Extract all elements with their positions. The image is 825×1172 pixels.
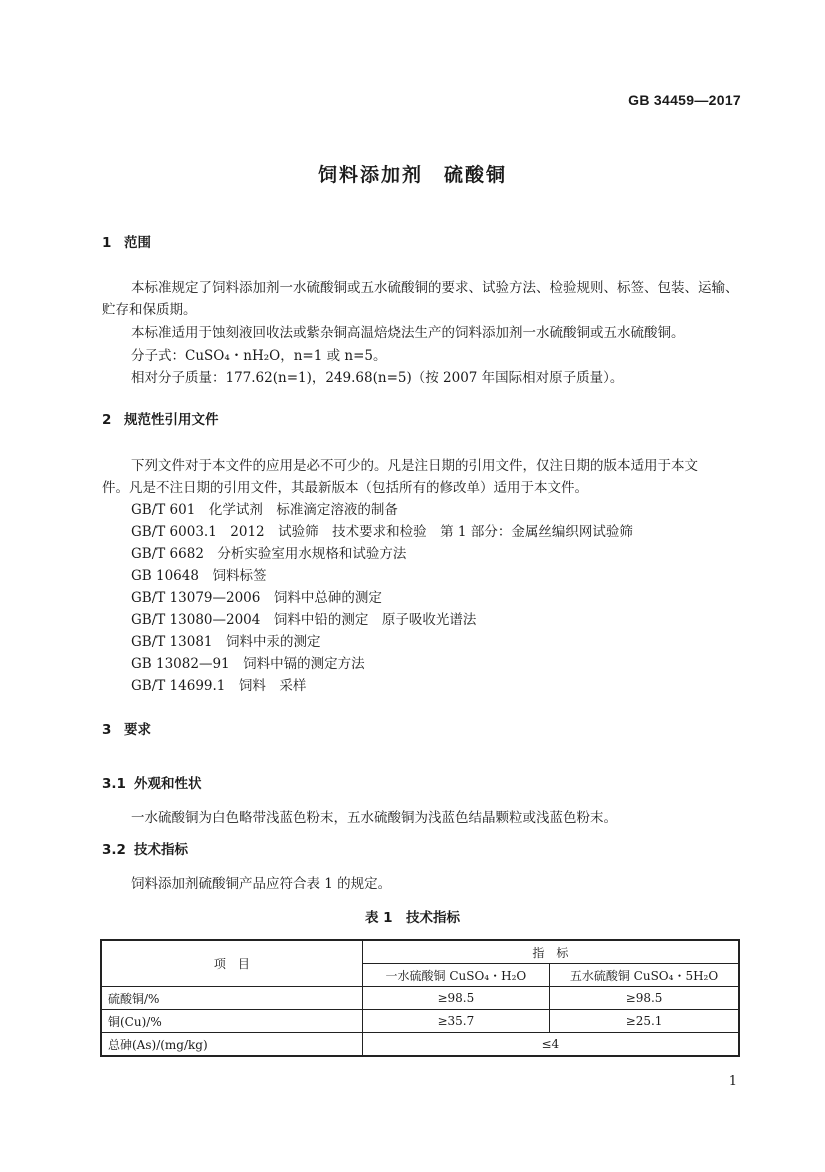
subsection-title: 技术指标: [134, 842, 188, 858]
header-item: 项 目: [101, 940, 362, 987]
paragraph: 件。凡是不注日期的引用文件，其最新版本（包括所有的修改单）适用于本文件。: [102, 480, 588, 496]
paragraph: 饲料添加剂硫酸铜产品应符合表 1 的规定。: [131, 876, 392, 892]
section-3-heading: [102, 718, 151, 738]
paragraph: 本标准适用于蚀刻液回收法或紫杂铜高温焙烧法生产的饲料添加剂一水硫酸铜或五水硫酸铜。: [131, 325, 685, 341]
reference-item: GB 13082—91 饲料中镉的测定方法: [131, 656, 365, 672]
table-row: [101, 1010, 739, 1033]
paragraph: 贮存和保质期。: [102, 302, 197, 318]
row-mono-value: ≥98.5: [362, 987, 549, 1010]
section-title: 范围: [124, 235, 151, 251]
section-title: 要求: [124, 722, 151, 738]
reference-item: GB/T 13079—2006 饲料中总砷的测定: [131, 590, 382, 606]
subsection-number: 3.1: [102, 776, 126, 792]
molecular-mass: 相对分子质量：177.62(n=1)，249.68(n=5)（按 2007 年国际相对原子质量）。: [131, 370, 624, 386]
molecular-formula: 分子式：CuSO₄・nH₂O，n=1 或 n=5。: [131, 348, 387, 364]
header-monohydrate: 一水硫酸铜 CuSO₄・H₂O: [362, 964, 549, 987]
reference-item: GB/T 6003.1 2012 试验筛 技术要求和检验 第 1 部分：金属丝编织网试验筛: [131, 524, 633, 540]
standard-number: GB 34459—2017: [628, 92, 741, 108]
section-number: 3: [102, 722, 112, 738]
header-index: 指 标: [362, 940, 739, 964]
section-title: 规范性引用文件: [124, 412, 219, 428]
spec-table: [100, 939, 740, 1057]
subsection-3-2-heading: [102, 838, 188, 858]
section-number: 1: [102, 235, 112, 251]
reference-item: GB/T 14699.1 饲料 采样: [131, 678, 307, 694]
table-row: [101, 987, 739, 1010]
reference-item: GB/T 13081 饲料中汞的测定: [131, 634, 321, 650]
subsection-3-1-heading: [102, 772, 202, 792]
page-number: 1: [728, 1074, 737, 1089]
reference-item: GB/T 6682 分析实验室用水规格和试验方法: [131, 546, 407, 562]
row-item: 硫酸铜/%: [101, 987, 362, 1010]
section-1-heading: [102, 231, 151, 251]
reference-item: GB/T 13080—2004 饲料中铅的测定 原子吸收光谱法: [131, 612, 477, 628]
subsection-number: 3.2: [102, 842, 126, 858]
document-title: 饲料添加剂 硫酸铜: [317, 164, 507, 186]
paragraph: 下列文件对于本文件的应用是必不可少的。凡是注日期的引用文件，仅注日期的版本适用于本文: [131, 458, 698, 474]
reference-item: GB/T 601 化学试剂 标准滴定溶液的制备: [131, 502, 398, 518]
table-caption: 表 1 技术指标: [364, 910, 461, 926]
table-header-row: [101, 940, 739, 964]
table-row: [101, 1033, 739, 1057]
row-item: 铜(Cu)/%: [101, 1010, 362, 1033]
header-pentahydrate: 五水硫酸铜 CuSO₄・5H₂O: [550, 964, 739, 987]
row-mono-value: ≥35.7: [362, 1010, 549, 1033]
paragraph: 本标准规定了饲料添加剂一水硫酸铜或五水硫酸铜的要求、试验方法、检验规则、标签、包装、运输、: [131, 280, 739, 296]
paragraph: 一水硫酸铜为白色略带浅蓝色粉末，五水硫酸铜为浅蓝色结晶颗粒或浅蓝色粉末。: [131, 810, 617, 826]
row-penta-value: ≥98.5: [550, 987, 739, 1010]
section-2-heading: [102, 408, 219, 428]
reference-item: GB 10648 饲料标签: [131, 568, 267, 584]
row-item: 总砷(As)/(mg/kg): [101, 1033, 362, 1057]
section-number: 2: [102, 412, 112, 428]
row-shared-value: ≤4: [362, 1033, 739, 1057]
row-penta-value: ≥25.1: [550, 1010, 739, 1033]
subsection-title: 外观和性状: [134, 776, 202, 792]
